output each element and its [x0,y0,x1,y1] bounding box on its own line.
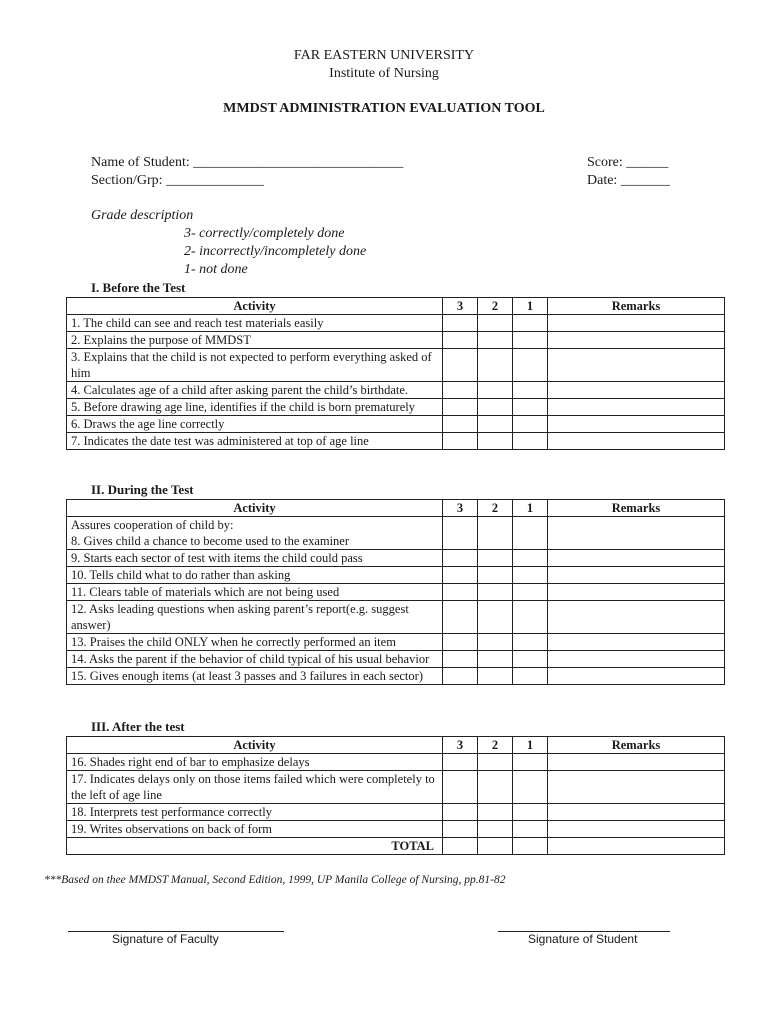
score-1-cell[interactable] [513,651,548,668]
score-2-cell[interactable] [478,584,513,601]
remarks-cell[interactable] [548,517,725,550]
table-header-row [67,737,725,754]
score-2-cell[interactable] [478,315,513,332]
score-3-column-header: 3 [443,500,478,517]
score-3-cell[interactable] [443,399,478,416]
score-2-cell[interactable] [478,332,513,349]
score-3-cell[interactable] [443,349,478,382]
score-2-cell[interactable] [478,821,513,838]
score-3-cell[interactable] [443,517,478,550]
table-row [67,601,725,634]
table-row [67,668,725,685]
score-1-cell[interactable] [513,601,548,634]
score-3-cell[interactable] [443,332,478,349]
score-1-cell[interactable] [513,668,548,685]
score-1-cell[interactable] [513,399,548,416]
score-3-cell[interactable] [443,315,478,332]
activity-cell: 9. Starts each sector of test with items the child could pass [67,550,443,567]
document-title: MMDST ADMINISTRATION EVALUATION TOOL [223,101,545,116]
activity-cell: 14. Asks the parent if the behavior of child typical of his usual behavior [67,651,443,668]
score-2-cell[interactable] [478,517,513,550]
activity-cell: 13. Praises the child ONLY when he correctly performed an item [67,634,443,651]
remarks-column-header: Remarks [548,500,725,517]
remarks-cell[interactable] [548,567,725,584]
score-3-cell[interactable] [443,754,478,771]
activity-cell: 19. Writes observations on back of form [67,821,443,838]
grade-item-2: 2- incorrectly/incompletely done [184,244,367,259]
score-1-cell[interactable] [513,754,548,771]
activity-column-header: Activity [67,500,443,517]
score-2-cell[interactable] [478,804,513,821]
table-header-row [67,500,725,517]
section-title-after-test: III. After the test [91,719,185,734]
score-1-cell[interactable] [513,821,548,838]
score-2-cell[interactable] [478,754,513,771]
table-row [67,399,725,416]
after-test-table [66,736,725,855]
score-2-cell[interactable] [478,349,513,382]
score-3-cell[interactable] [443,821,478,838]
score-2-cell[interactable] [478,399,513,416]
remarks-cell[interactable] [548,433,725,450]
table-row [67,634,725,651]
activity-cell: 12. Asks leading questions when asking parent’s report(e.g. suggest answer) [67,601,443,634]
remarks-cell[interactable] [548,349,725,382]
remarks-cell[interactable] [548,771,725,804]
grade-item-3: 3- correctly/completely done [184,226,345,241]
table-row [67,821,725,838]
activity-cell: 17. Indicates delays only on those items failed which were completely to the left of age line [67,771,443,804]
table-row [67,567,725,584]
table-row [67,804,725,821]
remarks-column-header: Remarks [548,737,725,754]
table-row [67,771,725,804]
table-row [67,382,725,399]
score-2-cell[interactable] [478,634,513,651]
remarks-cell[interactable] [548,668,725,685]
remarks-cell[interactable] [548,399,725,416]
table-row [67,517,725,550]
table-row [67,754,725,771]
activity-cell: 10. Tells child what to do rather than asking [67,567,443,584]
before-test-table [66,297,725,450]
remarks-cell[interactable] [548,601,725,634]
table-row [67,433,725,450]
score-2-cell[interactable] [478,668,513,685]
activity-cell: 11. Clears table of materials which are not being used [67,584,443,601]
activity-cell: 5. Before drawing age line, identifies if the child is born prematurely [67,399,443,416]
remarks-cell[interactable] [548,754,725,771]
table-row [67,349,725,382]
score-1-cell[interactable] [513,567,548,584]
score-2-cell[interactable] [478,567,513,584]
activity-cell [67,517,443,550]
grade-item-1: 1- not done [184,262,248,277]
score-3-column-header: 3 [443,737,478,754]
remarks-cell[interactable] [548,634,725,651]
remarks-cell[interactable] [548,315,725,332]
remarks-cell[interactable] [548,550,725,567]
score-2-cell[interactable] [478,601,513,634]
activity-cell: 18. Interprets test performance correctly [67,804,443,821]
faculty-signature-label: Signature of Faculty [112,932,219,946]
date-field[interactable]: Date: _______ [587,173,670,188]
score-1-column-header: 1 [513,298,548,315]
score-1-cell[interactable] [513,433,548,450]
score-1-cell[interactable] [513,332,548,349]
score-1-cell[interactable] [513,315,548,332]
total-2-cell[interactable] [478,838,513,855]
grade-description-heading: Grade description [91,208,194,223]
score-3-cell[interactable] [443,668,478,685]
score-3-cell[interactable] [443,771,478,804]
university-name: FAR EASTERN UNIVERSITY [293,48,475,63]
score-2-column-header: 2 [478,500,513,517]
score-1-column-header: 1 [513,737,548,754]
score-1-cell[interactable] [513,382,548,399]
activity-cell: 6. Draws the age line correctly [67,416,443,433]
score-3-cell[interactable] [443,804,478,821]
table-row [67,550,725,567]
remarks-cell[interactable] [548,584,725,601]
total-3-cell[interactable] [443,838,478,855]
section-title-during-test: II. During the Test [91,482,194,497]
score-3-cell[interactable] [443,433,478,450]
activity-cell: 15. Gives enough items (at least 3 passes and 3 failures in each sector) [67,668,443,685]
institute-name: Institute of Nursing [329,66,439,81]
section-title-before-test: I. Before the Test [91,280,186,295]
student-name-field[interactable]: Name of Student: ______________________________ [91,155,404,170]
activity-intro: Assures cooperation of child by: [71,518,234,532]
score-3-cell[interactable] [443,634,478,651]
remarks-cell[interactable] [548,821,725,838]
score-3-cell[interactable] [443,567,478,584]
score-1-cell[interactable] [513,584,548,601]
remarks-cell[interactable] [548,382,725,399]
remarks-cell[interactable] [548,416,725,433]
total-label: TOTAL [67,838,443,855]
table-row [67,584,725,601]
activity-cell: 2. Explains the purpose of MMDST [67,332,443,349]
score-1-column-header: 1 [513,500,548,517]
score-2-cell[interactable] [478,416,513,433]
activity-cell: 3. Explains that the child is not expected to perform everything asked of him [67,349,443,382]
score-3-cell[interactable] [443,382,478,399]
activity-cell: 16. Shades right end of bar to emphasize delays [67,754,443,771]
score-field[interactable]: Score: ______ [587,155,669,170]
remarks-cell[interactable] [548,651,725,668]
score-2-column-header: 2 [478,298,513,315]
remarks-cell[interactable] [548,804,725,821]
score-1-cell[interactable] [513,416,548,433]
score-2-cell[interactable] [478,651,513,668]
score-1-cell[interactable] [513,349,548,382]
table-row [67,332,725,349]
total-row [67,838,725,855]
table-row [67,651,725,668]
during-test-table [66,499,725,685]
score-2-cell[interactable] [478,433,513,450]
activity-cell: 1. The child can see and reach test materials easily [67,315,443,332]
table-row [67,416,725,433]
score-1-cell[interactable] [513,550,548,567]
score-3-cell[interactable] [443,651,478,668]
score-1-cell[interactable] [513,771,548,804]
section-group-field[interactable]: Section/Grp: ______________ [91,173,265,188]
remarks-column-header: Remarks [548,298,725,315]
total-1-cell[interactable] [513,838,548,855]
score-2-cell[interactable] [478,550,513,567]
activity-column-header: Activity [67,737,443,754]
score-1-cell[interactable] [513,634,548,651]
student-signature-label: Signature of Student [528,932,638,946]
activity-cell: 4. Calculates age of a child after asking parent the child’s birthdate. [67,382,443,399]
score-1-cell[interactable] [513,517,548,550]
score-2-column-header: 2 [478,737,513,754]
table-row [67,315,725,332]
score-2-cell[interactable] [478,771,513,804]
activity-cell: 7. Indicates the date test was administered at top of age line [67,433,443,450]
source-footnote: ***Based on thee MMDST Manual, Second Edition, 1999, UP Manila College of Nursing, pp.81-82 [44,874,506,886]
activity-column-header: Activity [67,298,443,315]
score-3-column-header: 3 [443,298,478,315]
total-remarks-cell[interactable] [548,838,725,855]
score-3-cell[interactable] [443,584,478,601]
score-1-cell[interactable] [513,804,548,821]
score-3-cell[interactable] [443,416,478,433]
score-3-cell[interactable] [443,601,478,634]
score-2-cell[interactable] [478,382,513,399]
remarks-cell[interactable] [548,332,725,349]
table-header-row [67,298,725,315]
activity-text: 8. Gives child a chance to become used to the examiner [71,534,350,548]
score-3-cell[interactable] [443,550,478,567]
